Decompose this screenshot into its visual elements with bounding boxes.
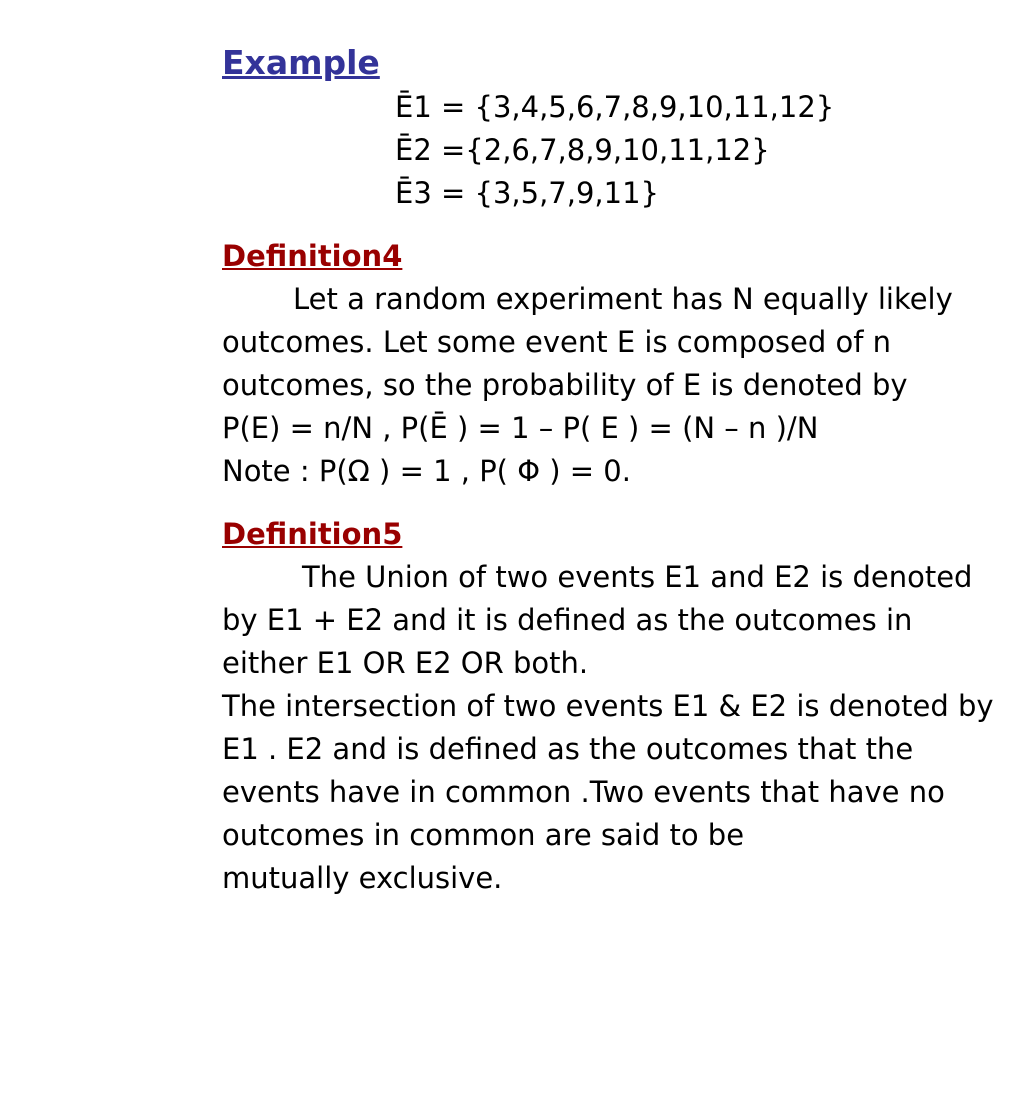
complement-set-list (222, 86, 1012, 215)
set-line-e3: Ē3 = {3,5,7,9,11} (395, 176, 659, 210)
definition5-heading: Definition5 (222, 517, 403, 551)
definition4-body (222, 278, 1012, 493)
definition5-line: The intersection of two events E1 & E2 is denoted by (222, 689, 994, 723)
example-heading: Example (222, 43, 380, 82)
definition5-line: mutually exclusive. (222, 861, 503, 895)
probability-formula: P(E) = n/N , P(Ē ) = 1 – P( E ) = (N – n )/N (222, 411, 819, 445)
definition5-line: The Union of two events E1 and E2 is denoted (302, 560, 973, 594)
definition4-line: outcomes. Let some event E is composed of n (222, 325, 892, 359)
definition4-line: Let a random experiment has N equally likely (293, 282, 953, 316)
definition5-body (222, 556, 1012, 900)
definition5-line: outcomes in common are said to be (222, 818, 745, 852)
definition4-line: outcomes, so the probability of E is denoted by (222, 368, 908, 402)
definition5-line: events have in common .Two events that have no (222, 775, 945, 809)
set-line-e1: Ē1 = {3,4,5,6,7,8,9,10,11,12} (395, 90, 835, 124)
definition5-line: either E1 OR E2 OR both. (222, 646, 589, 680)
probability-note: Note : P(Ω ) = 1 , P( Φ ) = 0. (222, 454, 631, 488)
definition4-heading: Definition4 (222, 239, 403, 273)
definition5-line: by E1 + E2 and it is defined as the outcomes in (222, 603, 913, 637)
set-line-e2: Ē2 ={2,6,7,8,9,10,11,12} (395, 133, 770, 167)
definition5-line: E1 . E2 and is defined as the outcomes that the (222, 732, 914, 766)
slide-content (222, 40, 1012, 900)
